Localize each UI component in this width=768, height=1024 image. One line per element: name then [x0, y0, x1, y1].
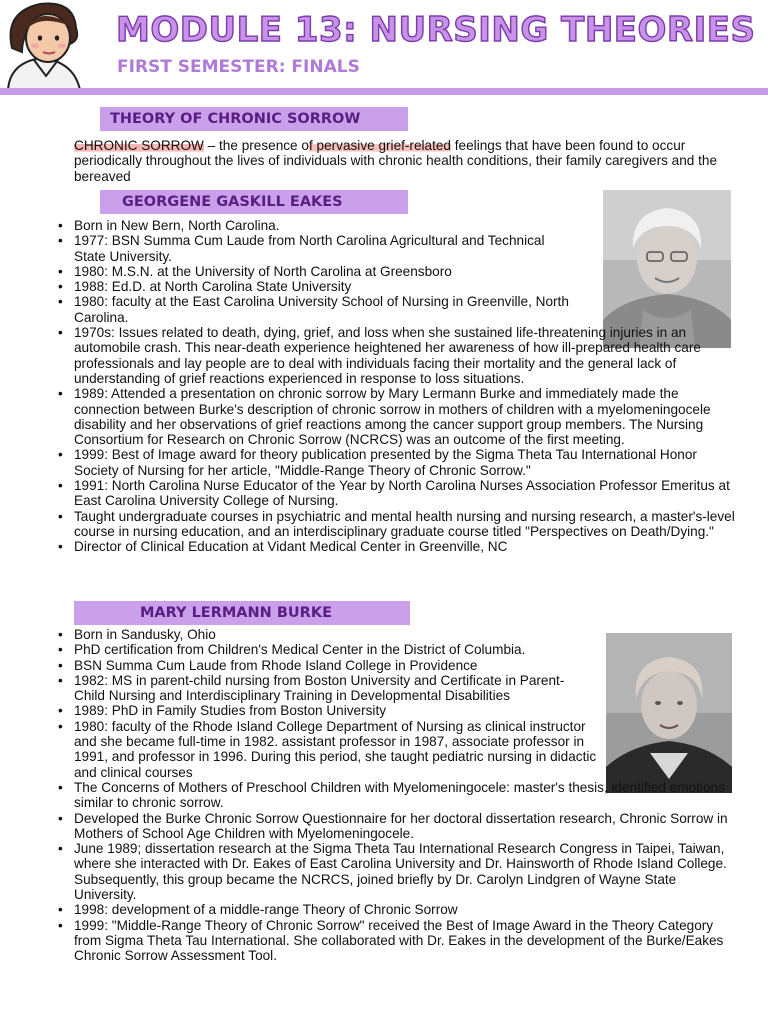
list-item: • 1980: M.S.N. at the University of North Carolina at Greensboro: [56, 264, 594, 279]
list-item: • PhD certification from Children's Medical Center in the District of Columbia.: [56, 642, 604, 657]
list-item: • Taught undergraduate courses in psychiatric and mental health nursing and nursing research, a master's-level course in nursing education, and an interdisciplinary graduate course titled "Perspectives on Death/Dying.": [56, 509, 740, 540]
list-item: • June 1989; dissertation research at the Sigma Theta Tau International Research Congress in Taipei, Taiwan, where she interacted with Dr. Eakes of East Carolina University and Dr. Hainsworth of Rhode Island College. Subsequently, this group became the NCRCS, joined briefly by Dr. Carolyn Lindgren of Wayne State University.: [56, 841, 740, 902]
list-item: • Born in New Bern, North Carolina.: [56, 218, 594, 233]
definition-highlight: f pervasive grief-related: [308, 138, 451, 153]
list-item: • 1991: North Carolina Nurse Educator of the Year by North Carolina Nurses Association Professor Emeritus at East Carolina University College of Nursing.: [56, 478, 740, 509]
list-item: • 1980: faculty of the Rhode Island College Department of Nursing as clinical instructor and she became full-time in 1982. assistant professor in 1987, associate professor in 1991, and professor in 1996. During this period, she taught pediatric nursing in didactic and clinical courses: [56, 719, 598, 780]
list-item: • 1988: Ed.D. at North Carolina State University: [56, 279, 594, 294]
list-item: • 1999: Best of Image award for theory publication presented by the Sigma Theta Tau International Honor Society of Nursing for her article, "Middle-Range Theory of Chronic Sorrow.": [56, 447, 740, 478]
section-heading-burke: MARY LERMANN BURKE: [74, 601, 410, 625]
page-subtitle: FIRST SEMESTER: FINALS: [117, 57, 360, 77]
chronic-sorrow-definition: [74, 138, 734, 184]
definition-term: CHRONIC SORROW: [74, 138, 204, 153]
list-item: • 1982: MS in parent-child nursing from Boston University and Certificate in Parent-Child Nursing and Interdisciplinary Training in Developmental Disabilities: [56, 673, 584, 704]
list-item: • 1977: BSN Summa Cum Laude from North Carolina Agricultural and Technical State University.: [56, 233, 564, 264]
list-item: • 1989: PhD in Family Studies from Boston University: [56, 703, 604, 718]
page-title: MODULE 13: NURSING THEORIES: [116, 10, 756, 50]
header-divider: [0, 88, 768, 95]
list-item: • The Concerns of Mothers of Preschool Children with Myelomeningocele: master's thesis, identified emotions similar to chronic sorrow.: [56, 780, 740, 811]
list-item: • Director of Clinical Education at Vidant Medical Center in Greenville, NC: [56, 539, 740, 554]
list-item: • BSN Summa Cum Laude from Rhode Island College in Providence: [56, 658, 604, 673]
definition-text-part2: feelings that have been found to occur periodically throughout the lives of individuals with chronic health conditions, their family caregivers and the bereaved: [74, 138, 718, 184]
burke-bullet-list: [56, 627, 740, 964]
list-item: • Developed the Burke Chronic Sorrow Questionnaire for her doctoral dissertation research, Chronic Sorrow in Mothers of School Age Children with Myelomeningocele.: [56, 811, 740, 842]
list-item: • 1989: Attended a presentation on chronic sorrow by Mary Lermann Burke and immediately made the connection between Burke's description of chronic sorrow in mothers of children with a myelomeningocele disability and her observations of grief reactions among the cancer support group members. The Nursing Consortium for Research on Chronic Sorrow (NCRCS) was an outcome of the first meeting.: [56, 386, 740, 447]
list-item: • Born in Sandusky, Ohio: [56, 627, 604, 642]
definition-text-part1: – the presence o: [203, 138, 309, 153]
section-heading-theory: THEORY OF CHRONIC SORROW: [100, 107, 408, 131]
list-item: • 1980: faculty at the East Carolina University School of Nursing in Greenville, North Carolina.: [56, 294, 609, 325]
section-heading-eakes: GEORGENE GASKILL EAKES: [100, 190, 408, 214]
nurse-avatar-illustration: [0, 0, 92, 90]
list-item: • 1970s: Issues related to death, dying, grief, and loss when she sustained life-threatening injuries in an automobile crash. This near-death experience heightened her awareness of how ill-prepared health care professionals and lay people are to deal with individuals facing their mortality and the general lack of understanding of grief reactions experienced in response to loss situations.: [56, 325, 740, 386]
eakes-bullet-list: [56, 218, 740, 555]
list-item: • 1998: development of a middle-range Theory of Chronic Sorrow: [56, 902, 740, 917]
list-item: • 1999: "Middle-Range Theory of Chronic Sorrow" received the Best of Image Award in the Theory Category from Sigma Theta Tau International. She collaborated with Dr. Eakes in the development of the Burke/Eakes Chronic Sorrow Assessment Tool.: [56, 918, 740, 964]
